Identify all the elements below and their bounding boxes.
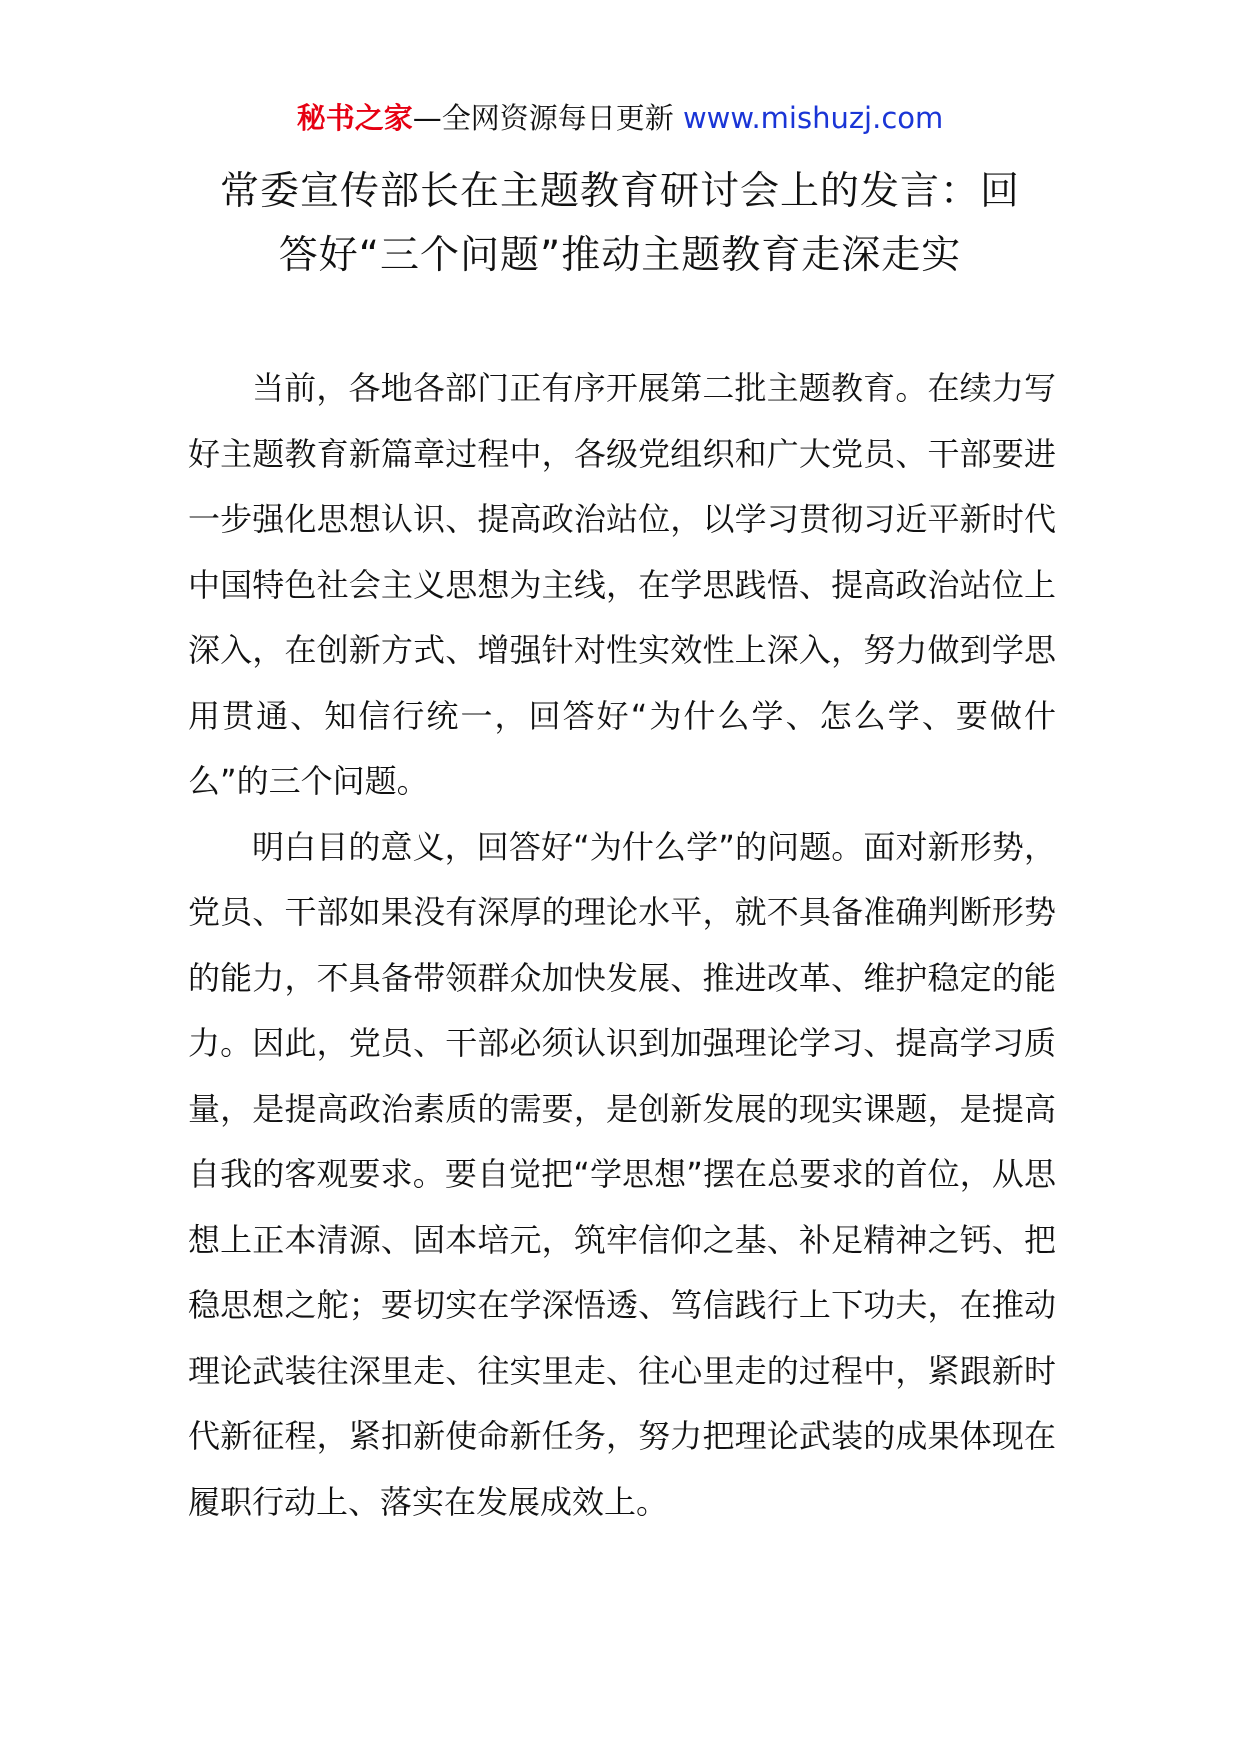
paragraph: 明白目的意义，回答好“为什么学”的问题。面对新形势，党员、干部如果没有深厚的理论水平，就不具备准确判断形势的能力，不具备带领群众加快发展、推进改革、维护稳定的能力。因此，党员、干部必须认识到加强理论学习、提高学习质量，是提高政治素质的需要，是创新发展的现实课题，是提高自我的客观要求。要自觉把“学思想”摆在总要求的首位，从思想上正本清源、固本培元，筑牢信仰之基、补足精神之钙、把稳思想之舵；要切实在学深悟透、笃信践行上下功夫，在推动理论武装往深里走、往实里走、往心里走的过程中，紧跟新时代新征程，紧扣新使命新任务，努力把理论武装的成果体现在履职行动上、落实在发展成效上。 bbox=[188, 827, 1056, 1521]
document-title bbox=[150, 160, 1090, 288]
site-header bbox=[0, 98, 1240, 138]
header-tagline: —全网资源每日更新 bbox=[412, 101, 683, 135]
brand-name: 秘书之家 bbox=[296, 101, 413, 135]
paragraph: 当前，各地各部门正有序开展第二批主题教育。在续力写好主题教育新篇章过程中，各级党组织和广大党员、干部要进一步强化思想认识、提高政治站位，以学习贯彻习近平新时代中国特色社会主义思想为主线，在学思践悟、提高政治站位上深入，在创新方式、增强针对性实效性上深入，努力做到学思用贯通、知信行统一，回答好“为什么学、怎么学、要做什么”的三个问题。 bbox=[188, 369, 1056, 800]
site-url-link[interactable]: www.mishuzj.com bbox=[682, 101, 944, 135]
title-line-1: 常委宣传部长在主题教育研讨会上的发言：回 bbox=[219, 169, 1020, 214]
document-body bbox=[188, 356, 1056, 1535]
title-line-2: 答好“三个问题”推动主题教育走深走实 bbox=[278, 233, 962, 278]
